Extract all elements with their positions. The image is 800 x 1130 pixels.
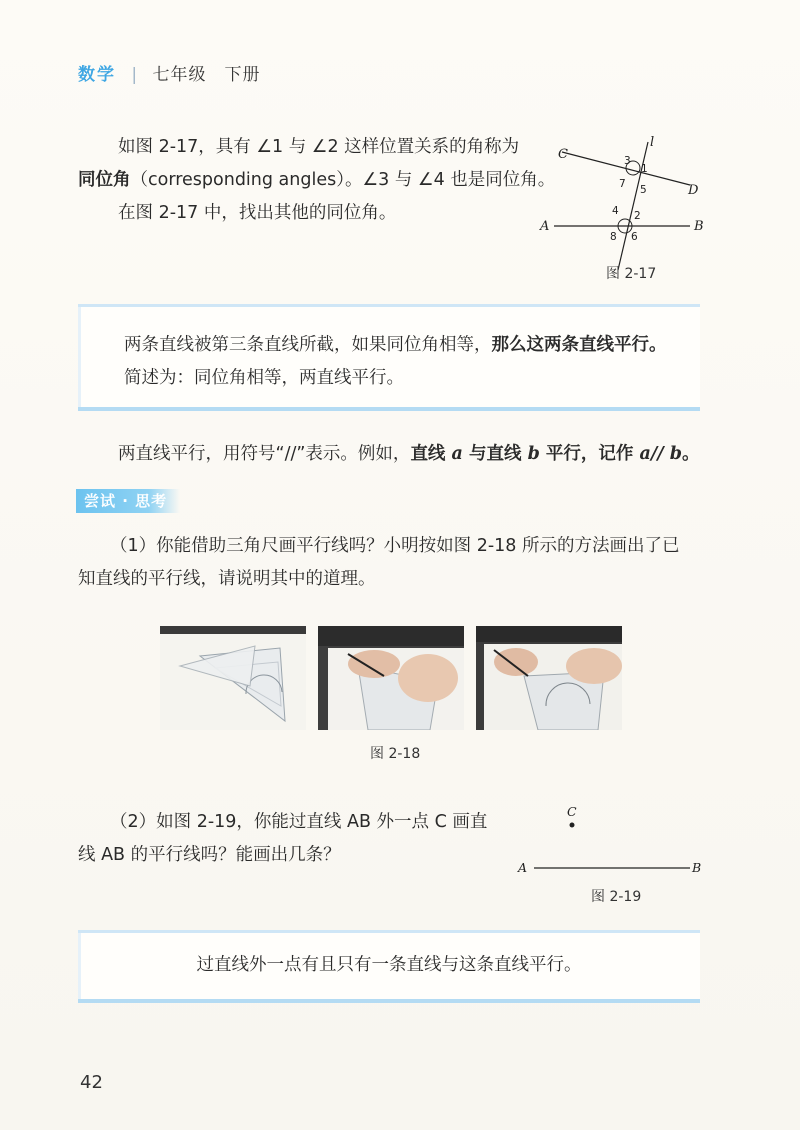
angle-4-label: 4 xyxy=(612,205,619,217)
line-b-symbol: b xyxy=(527,444,540,464)
header-separator: | xyxy=(131,65,138,85)
notation-text-4: 平行，记作 xyxy=(539,444,640,464)
grade-label: 七年级 下册 xyxy=(152,65,261,85)
question-2-line-1: （2）如图 2-19，你能过直线 AB 外一点 C 画直 xyxy=(110,812,488,832)
notation-text-5: 。 xyxy=(681,444,700,464)
figure-2-17-caption: 图 2-17 xyxy=(606,266,657,282)
question-1-line-1: （1）你能借助三角尺画平行线吗？小明按如图 2-18 所示的方法画出了已 xyxy=(110,536,680,556)
question-1-line-2: 知直线的平行线，请说明其中的道理。 xyxy=(78,569,376,589)
figure-2-19-caption: 图 2-19 xyxy=(591,889,642,905)
angle-6-label: 6 xyxy=(631,231,638,243)
intro-line-2 xyxy=(78,164,555,197)
page-header xyxy=(78,60,261,85)
angle-1-label: 1 xyxy=(641,163,648,175)
figure-2-18-caption: 图 2-18 xyxy=(370,746,421,762)
subject-label: 数学 xyxy=(78,65,116,85)
label-c: C xyxy=(558,147,568,162)
theorem-box-corresponding-angles xyxy=(78,304,700,411)
page-number: 42 xyxy=(80,1072,103,1093)
line-a-symbol: a xyxy=(451,444,463,464)
notation-text-2: 直线 xyxy=(410,444,452,464)
parallel-expression: a// b xyxy=(639,444,682,464)
angle-8-label: 8 xyxy=(610,231,617,243)
notation-line xyxy=(118,438,699,471)
parallel-postulate-text: 过直线外一点有且只有一条直线与这条直线平行。 xyxy=(196,955,582,975)
photo-triangles xyxy=(160,626,306,730)
theorem-box-parallel-postulate xyxy=(78,930,700,1003)
figure-2-17 xyxy=(530,130,720,280)
theorem-line-1-part-b: 那么这两条直线平行。 xyxy=(491,335,667,355)
angle-2-label: 2 xyxy=(634,210,641,222)
angle-7-label: 7 xyxy=(619,178,626,190)
try-think-label: 尝试 · 思考 xyxy=(76,489,180,513)
label-l: l xyxy=(650,135,655,150)
notation-text-1: 两直线平行，用符号“//”表示。例如， xyxy=(118,444,411,464)
point-c xyxy=(570,823,575,828)
label-d: D xyxy=(688,183,699,198)
notation-text-3: 与直线 xyxy=(462,444,528,464)
label-c-2-19: C xyxy=(567,804,577,819)
angle-3-label: 3 xyxy=(624,155,631,167)
theorem-line-2: 简述为：同位角相等，两直线平行。 xyxy=(124,368,404,388)
intro-line-1: 如图 2-17，具有 ∠1 与 ∠2 这样位置关系的角称为 xyxy=(118,137,520,157)
label-b-2-19: B xyxy=(692,860,702,875)
intro-line-3: 在图 2-17 中，找出其他的同位角。 xyxy=(118,203,397,223)
intro-line-2-rest: （corresponding angles）。∠3 与 ∠4 也是同位角。 xyxy=(130,170,556,190)
label-b: B xyxy=(694,219,704,234)
question-2-line-2: 线 AB 的平行线吗？能画出几条？ xyxy=(78,845,341,865)
theorem-line-1 xyxy=(124,329,667,362)
photo-drawing-step-2 xyxy=(476,626,622,730)
angle-5-label: 5 xyxy=(640,184,647,196)
term-corresponding-angles: 同位角 xyxy=(78,170,131,190)
label-a-2-19: A xyxy=(518,860,528,875)
photo-drawing-step-1 xyxy=(318,626,464,730)
theorem-line-1-part-a: 两条直线被第三条直线所截，如果同位角相等， xyxy=(124,335,492,355)
figure-2-19 xyxy=(510,800,720,885)
label-a: A xyxy=(540,219,550,234)
